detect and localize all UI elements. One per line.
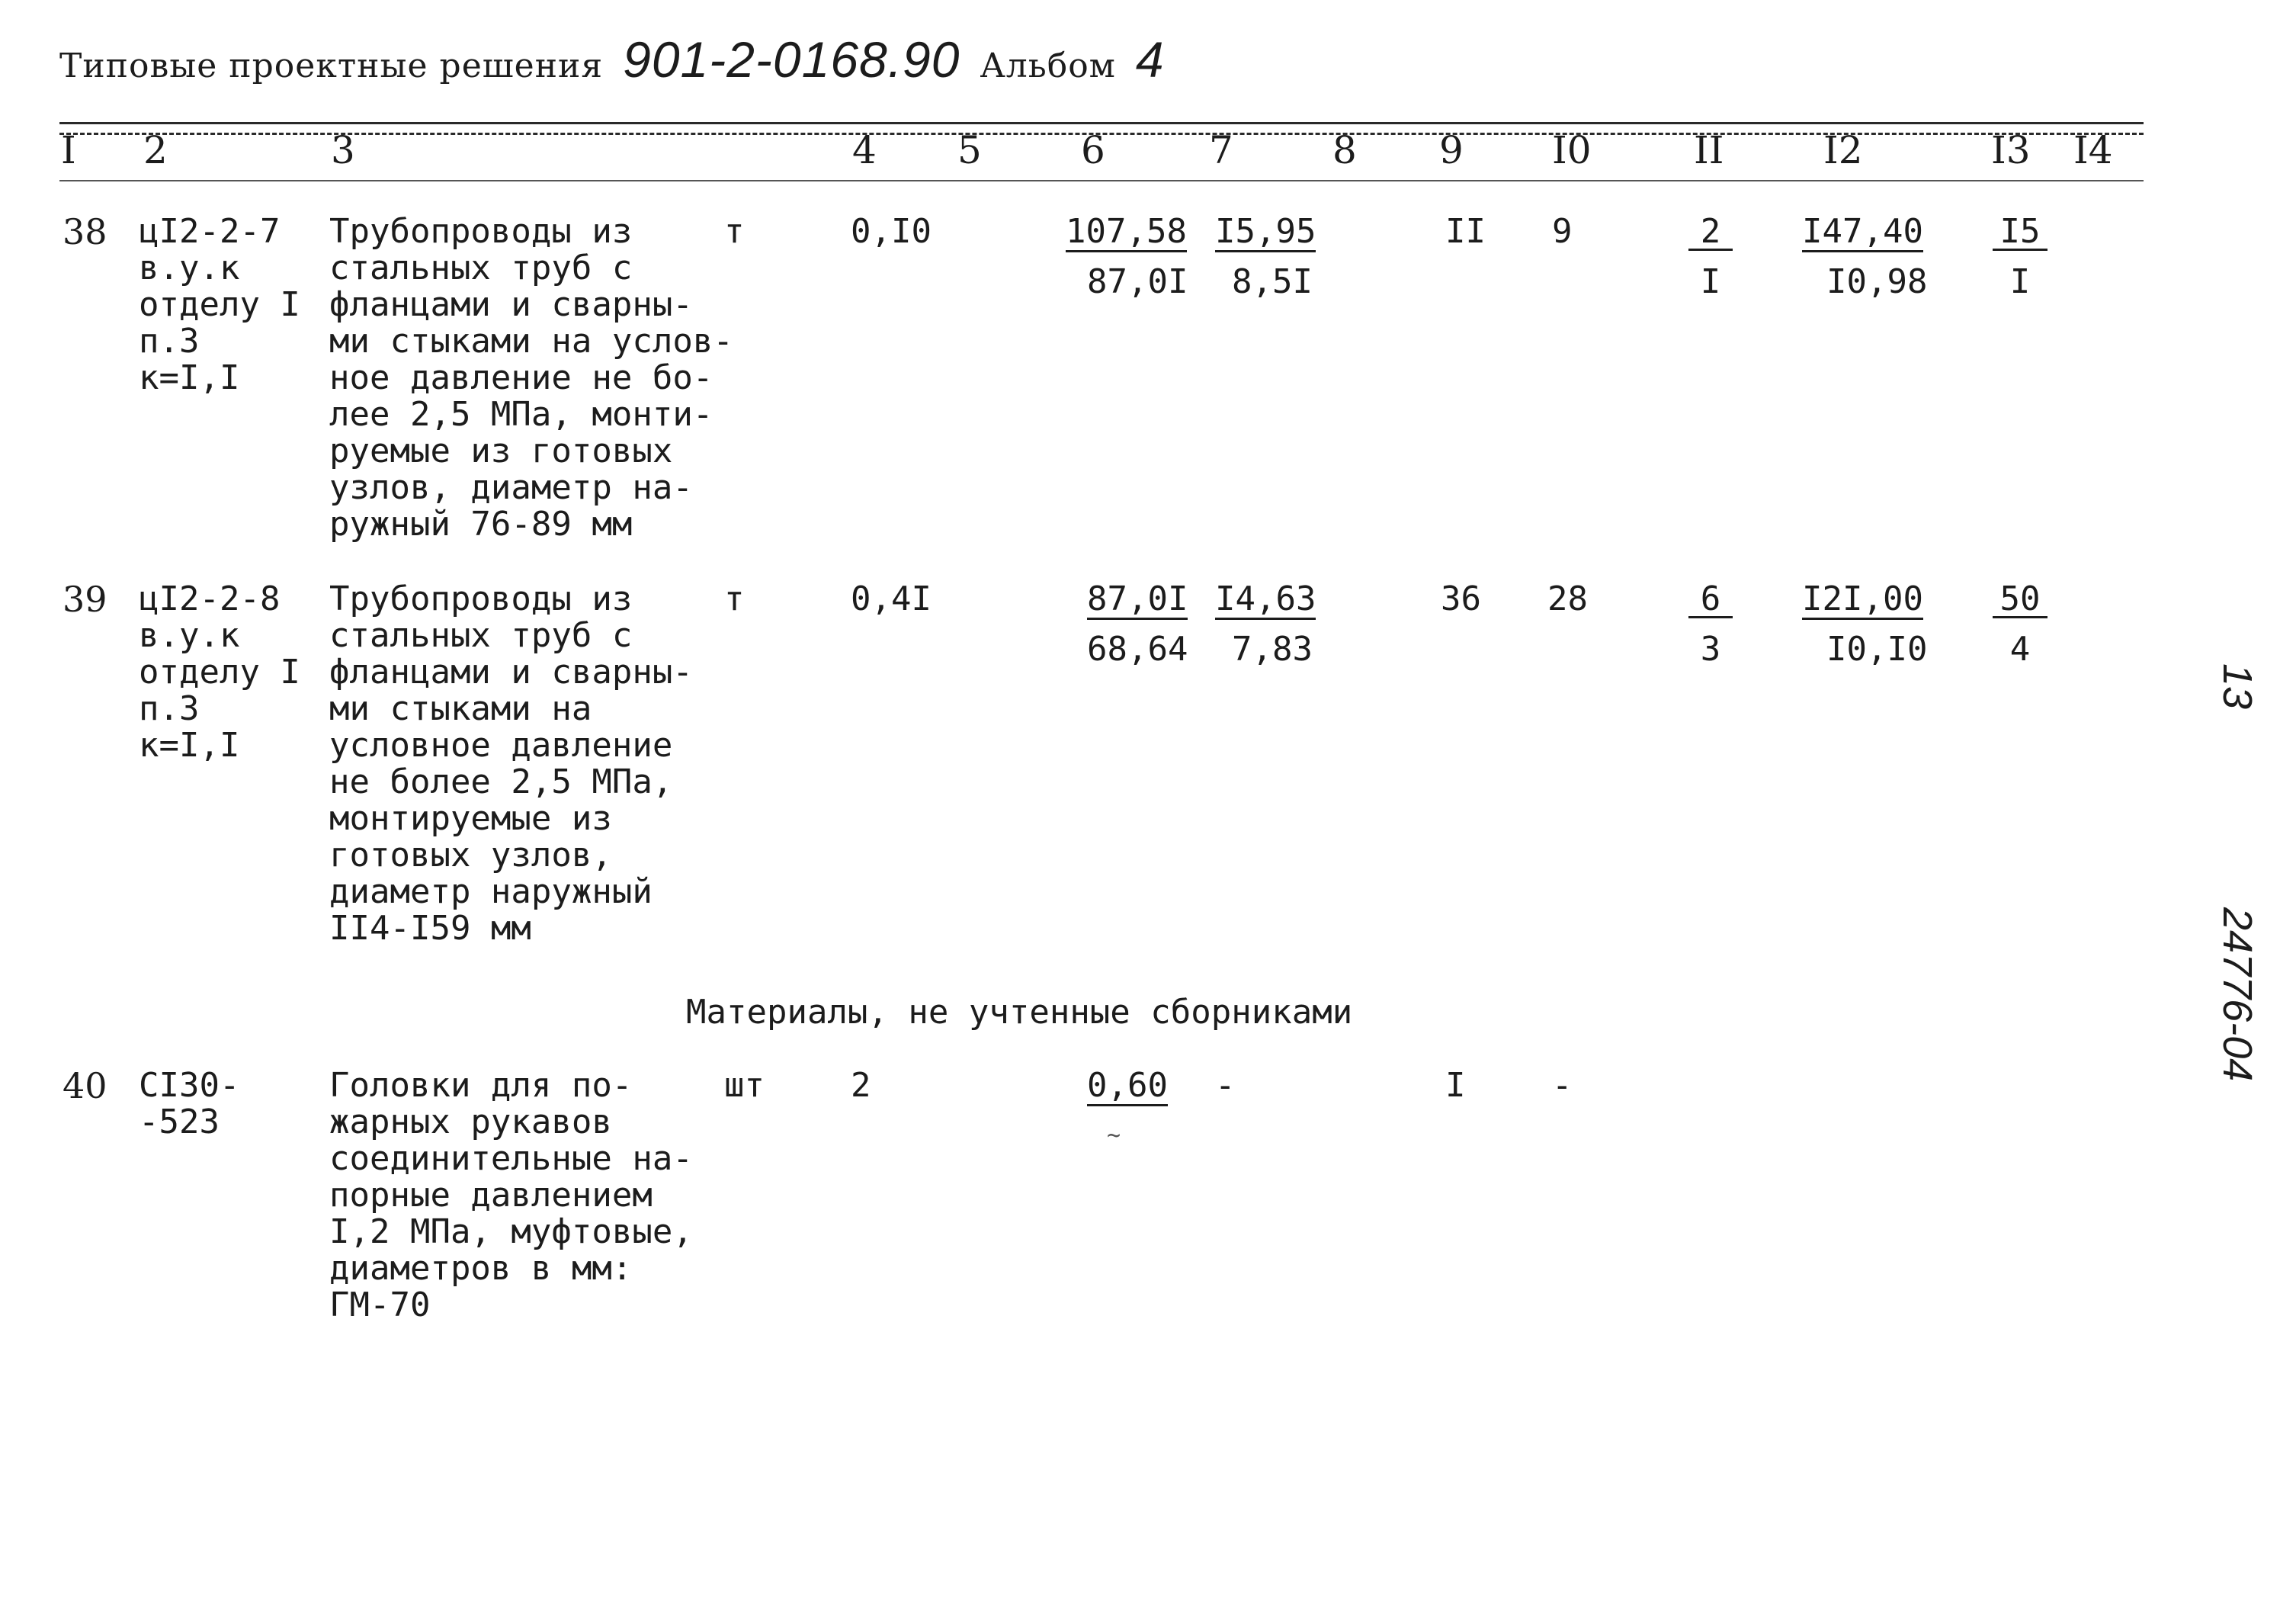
col-header-7: 7 [1209,128,1233,172]
col10-value: 28 [1547,579,1588,618]
col13-total [1974,581,2066,618]
col11-bottom: 3 [1700,630,1721,669]
album-number: 4 [1135,31,1165,88]
col6-bottom: 87,0I [1087,262,1188,301]
table-top-rule [59,122,2144,124]
album-label: Альбом [980,47,1116,85]
col13-top: I5 [1993,215,2048,251]
norm-code: цI2-2-7 в.у.к отделу I п.3 к=I,I [139,212,300,397]
col-header-2: 2 [143,128,168,172]
col6-top: 0,60 [1087,1066,1168,1105]
col-header-9: 9 [1439,128,1464,172]
col13-bottom: 4 [2009,630,2031,669]
col6-total [1066,213,1187,252]
col13-bottom: I [2009,262,2031,301]
col9-value: I [1445,1066,1466,1105]
work-description: Трубопроводы из стальных труб с фланцами и сварны- ми стыками на условное давление не более 2,5 МПа, монтируемые из готовых узлов, диаметр наружный II4-I59 мм [329,579,693,948]
col13-total [1974,213,2066,251]
col7-top: I5,95 [1215,212,1316,251]
col-header-12: I2 [1823,128,1863,172]
col7-total [1215,581,1316,620]
header-prefix: Типовые проектные решения [59,47,604,85]
col-header-1: I [61,128,76,172]
project-number: 901-2-0168.90 [623,31,960,88]
col10-value: 9 [1552,212,1573,251]
page-header [59,30,1165,88]
col-header-6: 6 [1081,128,1105,172]
col-header-11: II [1694,128,1724,172]
col9-value: II [1445,212,1486,251]
row-number: 38 [63,211,107,252]
col12-top: I47,40 [1802,212,1923,251]
col-header-4: 4 [852,128,877,172]
col11-bottom: I [1700,262,1721,301]
col6-top: 107,58 [1066,212,1187,251]
col7-bottom: 8,5I [1232,262,1313,301]
col12-bottom: I0,98 [1826,262,1928,301]
row-number: 40 [63,1065,107,1106]
quantity: 2 [851,1066,871,1105]
col-header-14: I4 [2073,128,2113,172]
col7-value: - [1215,1066,1236,1105]
col12-total [1802,581,1923,620]
col9-value: 36 [1441,579,1481,618]
col13-top: 50 [1993,583,2048,618]
page-number: 13 [2214,663,2260,710]
row-number: 39 [63,579,107,620]
work-description: Головки для по- жарных рукавов соединительные на- порные давлением I,2 МПа, муфтовые, диаметров в мм: ГМ-70 [329,1066,693,1324]
section-title: Материалы, не учтенные сборниками [686,993,1353,1032]
norm-code: цI2-2-8 в.у.к отделу I п.3 к=I,I [139,579,300,765]
col-header-3: 3 [331,128,355,172]
unit: т [724,579,745,618]
work-description: Трубопроводы из стальных труб с фланцами и сварны- ми стыками на услов- ное давление не бо- лее 2,5 МПа, монти- руемые из готовых узлов, диаметр на- ружный 76-89 мм [329,212,733,544]
col-header-13: I3 [1991,128,2031,172]
col-header-5: 5 [957,128,982,172]
unit: шт [724,1066,765,1105]
col12-total [1802,213,1923,252]
column-header-rule [59,180,2144,181]
col7-total [1215,213,1316,252]
col6-top: 87,0I [1087,579,1188,618]
col-header-10: I0 [1552,128,1592,172]
tilde-mark-icon: ~ [1107,1122,1121,1149]
col11-total [1665,213,1756,251]
quantity: 0,I0 [851,212,932,251]
unit: т [724,212,745,251]
quantity: 0,4I [851,579,932,618]
col10-value: - [1552,1066,1573,1105]
col7-top: I4,63 [1215,579,1316,618]
col11-top: 2 [1688,215,1733,251]
col11-top: 6 [1688,583,1733,618]
col-header-8: 8 [1332,128,1357,172]
col12-top: I2I,00 [1802,579,1923,618]
col12-bottom: I0,I0 [1826,630,1928,669]
col11-total [1665,581,1756,618]
col6-total [1087,1067,1168,1106]
norm-code: CI30- -523 [139,1066,240,1141]
col6-total [1087,581,1188,620]
document-code: 24776-04 [2214,907,2260,1082]
col6-bottom: 68,64 [1087,630,1188,669]
col7-bottom: 7,83 [1232,630,1313,669]
